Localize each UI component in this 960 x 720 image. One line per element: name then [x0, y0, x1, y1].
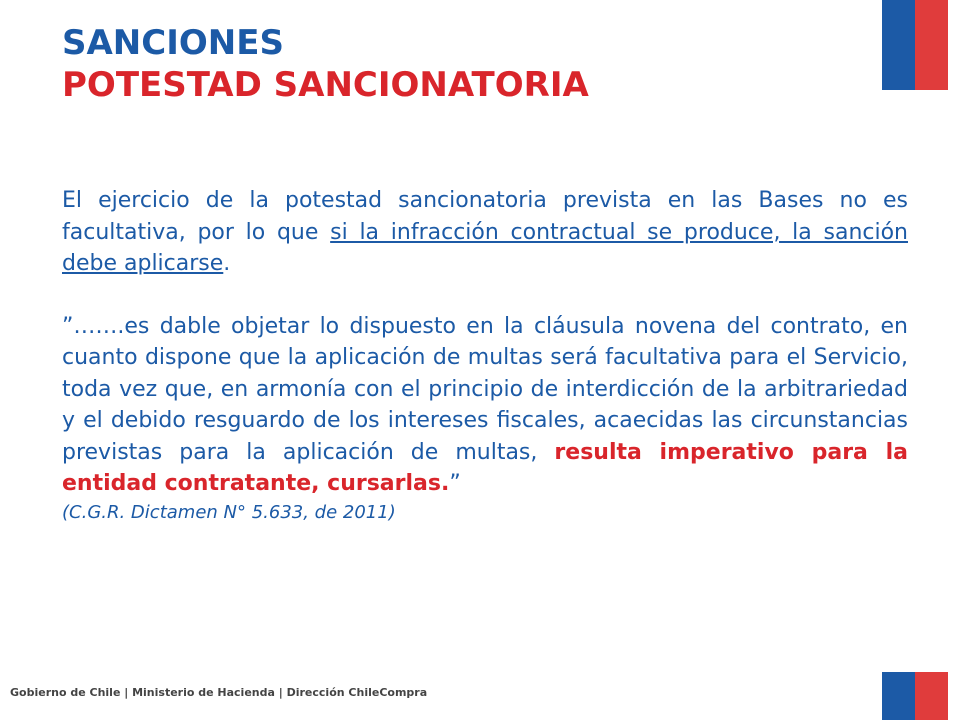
paragraph-quote [62, 311, 908, 526]
flag-blue-bar [882, 0, 915, 90]
flag-blue-bar [882, 672, 915, 720]
chile-flag-logo-bottom [882, 672, 948, 720]
intro-period: . [223, 251, 231, 276]
quote-citation: (C.G.R. Dictamen N° 5.633, de 2011) [62, 501, 396, 523]
quote-text: ”…….es dable objetar lo dispuesto en la cláusula novena del contrato, en cuanto dispone que la aplicación de multas será facultativa para el Servicio, toda vez que, en armonía con el principio de interdicción de la arbitrariedad y el debido resguardo de los intereses fiscales, acaecidas las circunstancias previstas para la aplicación de multas, [62, 313, 908, 465]
underlined-rule: si la infracción contractual se produce, la sanción debe aplicarse [62, 219, 908, 276]
chile-flag-logo-top [882, 0, 948, 90]
flag-red-bar [915, 672, 948, 720]
paragraph-intro [62, 185, 908, 280]
footer-text: Gobierno de Chile | Ministerio de Hacienda | Dirección ChileCompra [10, 686, 428, 699]
title-line-potestad: POTESTAD SANCIONATORIA [62, 65, 589, 105]
flag-red-bar [915, 0, 948, 90]
slide-title [62, 22, 589, 106]
closing-quote: ” [449, 471, 461, 496]
slide-body [62, 185, 908, 526]
title-line-sanciones: SANCIONES [62, 23, 284, 63]
intro-text: El ejercicio de la potestad sancionatoria prevista en las Bases no es facultativa, por lo que [62, 188, 908, 245]
quote-emphasis: resulta imperativo para la entidad contratante, cursarlas. [62, 439, 908, 496]
